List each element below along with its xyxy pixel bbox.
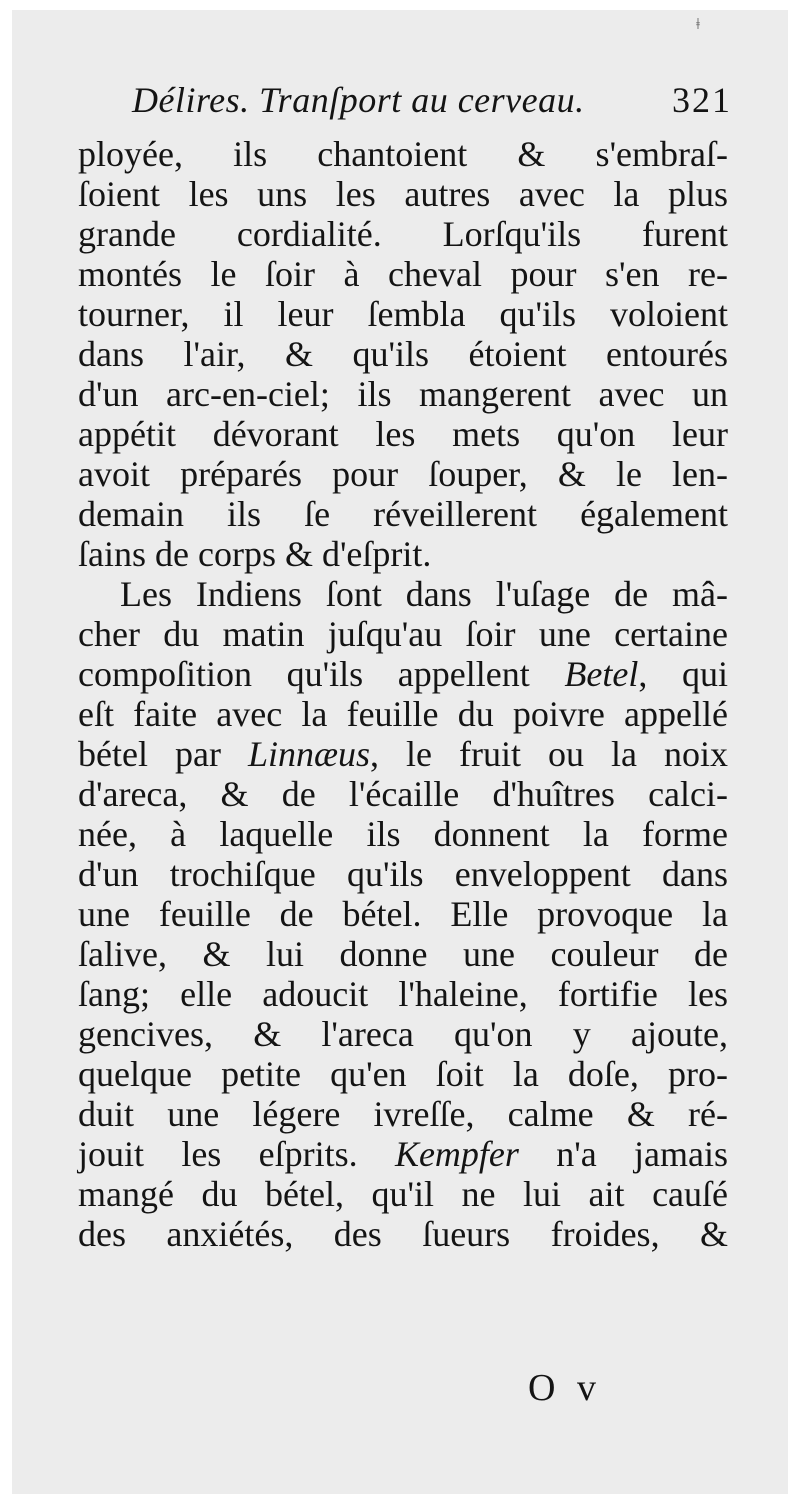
text-line: appétit dévorant les mets qu'on leur [78,414,728,454]
text-line: d'un arc-en-ciel; ils mangerent avec un [78,374,728,414]
text-line: ployée, ils chantoient & s'embraſ- [78,134,728,174]
text-line [78,734,728,774]
text-line: ſalive, & lui donne une couleur de [78,934,728,974]
text-line: duit une légere ivreſſe, calme & ré- [78,1094,728,1134]
text-line: ſoient les uns les autres avec la plus [78,174,728,214]
text-line: mangé du bétel, qu'il ne lui ait cauſé [78,1174,728,1214]
corner-mark: ǂ [696,16,700,33]
text-line: tourner, il leur ſembla qu'ils voloient [78,294,728,334]
text-line: eſt faite avec la feuille du poivre appellé [78,694,728,734]
text-line: dans l'air, & qu'ils étoient entourés [78,334,728,374]
text-line: gencives, & l'areca qu'on y ajoute, [78,1014,728,1054]
body-text [78,134,728,1254]
page-number: 321 [672,80,732,120]
text-segment: bétel par [78,734,248,774]
text-segment: , qui [638,654,728,694]
text-segment: , le fruit ou la noix [370,734,728,774]
text-line: cher du matin juſqu'au ſoir une certaine [78,614,728,654]
text-line: avoit préparés pour ſouper, & le len- [78,454,728,494]
text-line: d'areca, & de l'écaille d'huîtres calci- [78,774,728,814]
running-title: Délires. Tranſport au cerveau. [132,80,585,120]
text-line: des anxiétés, des ſueurs froides, & [78,1214,728,1254]
text-line: Les Indiens ſont dans l'uſage de mâ- [120,574,728,614]
text-line: grande cordialité. Lorſqu'ils furent [78,214,728,254]
italic-term: Kempfer [394,1134,519,1174]
signature-mark: O v [528,1367,602,1409]
text-line: demain ils ſe réveillerent également [78,494,728,534]
book-page [12,10,788,1494]
italic-term: Betel [564,654,639,694]
text-line [78,1134,728,1174]
running-header [132,78,732,122]
text-segment: compoſition qu'ils appellent [78,654,565,694]
text-line: d'un trochiſque qu'ils enveloppent dans [78,854,728,894]
text-line [78,654,728,694]
text-line: montés le ſoir à cheval pour s'en re- [78,254,728,294]
text-segment: jouit les eſprits. [78,1134,395,1174]
text-line: née, à laquelle ils donnent la forme [78,814,728,854]
text-line: quelque petite qu'en ſoit la doſe, pro- [78,1054,728,1094]
text-line: ſang; elle adoucit l'haleine, fortifie les [78,974,728,1014]
text-line: une feuille de bétel. Elle provoque la [78,894,728,934]
text-line: ſains de corps & d'eſprit. [78,534,432,574]
text-segment: n'a jamais [518,1134,728,1174]
italic-term: Linnæus [247,734,370,774]
